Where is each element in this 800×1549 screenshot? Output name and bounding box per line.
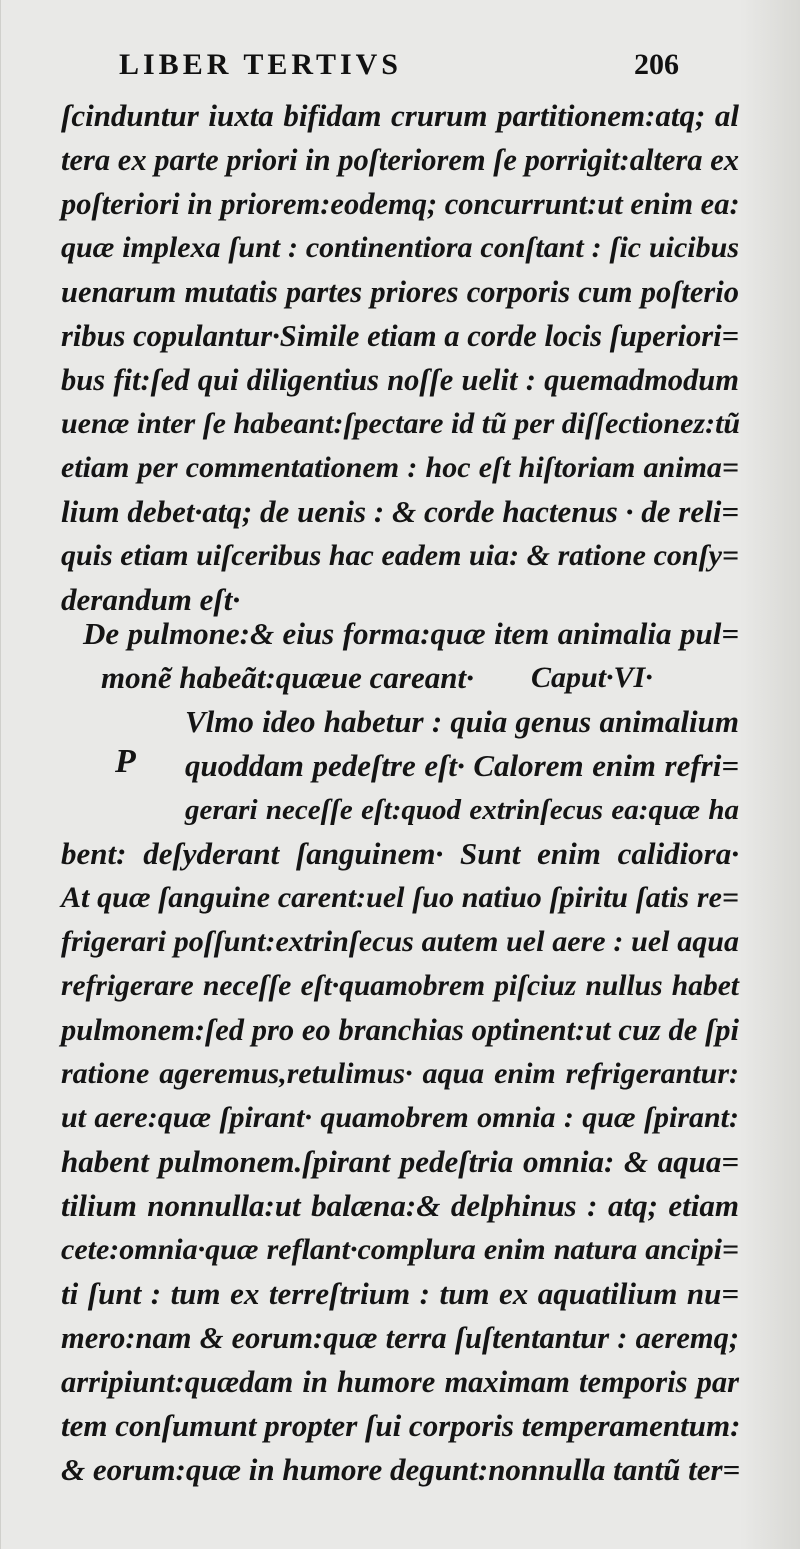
text-line: pulmonem:ſed pro eo branchias optinent:ut cuz de ſpi xyxy=(61,1013,739,1047)
text-line: arripiunt:quædam in humore maximam temporis par xyxy=(61,1365,739,1399)
chapter-title-line: De pulmone:& eius forma:quæ item animalia pul= xyxy=(83,616,739,651)
text-line: quis etiam uiſceribus hac eadem uia: & ratione conſy= xyxy=(61,539,739,572)
text-line: ſcinduntur iuxta bifidam crurum partitionem:atq; al xyxy=(61,98,739,133)
chapter-title-line: monẽ habeãt:quæue careant· xyxy=(101,660,474,695)
text-line: ribus copulantur·Simile etiam a corde locis ſuperiori= xyxy=(61,319,739,353)
text-line: uenæ inter ſe habeant:ſpectare id tũ per diſſectionez:tũ xyxy=(61,407,741,440)
text-line: uenarum mutatis partes priores corporis cum poſterio xyxy=(61,275,739,309)
page-header xyxy=(119,48,679,88)
text-line: mero:nam & eorum:quæ terra ſuſtentantur : aeremq; xyxy=(61,1321,739,1355)
text-line: tilium nonnulla:ut balæna:& delphinus : atq; etiam xyxy=(61,1188,739,1223)
text-line: poſteriori in priorem:eodemq; concurrunt:ut enim ea: xyxy=(61,187,740,221)
text-line: tem conſumunt propter ſui corporis temperamentum: xyxy=(61,1408,741,1443)
text-line: frigerari poſſunt:extrinſecus autem uel aere : uel aqua xyxy=(61,925,739,958)
text-line: bent: deſyderant ſanguinem· Sunt enim calidiora· xyxy=(61,836,739,871)
text-line: derandum eſt· xyxy=(61,582,241,617)
text-line: At quæ ſanguine carent:uel ſuo natiuo ſpiritu ſatis re= xyxy=(61,881,739,914)
text-line: Vlmo ideo habetur : quia genus animalium xyxy=(185,704,739,739)
text-line: & eorum:quæ in humore degunt:nonnulla tantũ ter= xyxy=(61,1452,741,1487)
text-line: lium debet·atq; de uenis : & corde hactenus · de reli= xyxy=(61,494,739,529)
text-line: quoddam pedeſtre eſt· Calorem enim refri= xyxy=(185,748,739,783)
text-line: etiam per commentationem : hoc eſt hiſtoriam anima= xyxy=(61,451,739,484)
text-line: gerari neceſſe eſt:quod extrinſecus ea:quæ ha xyxy=(185,794,739,826)
text-line: ti ſunt : tum ex terreſtrium : tum ex aquatilium nu= xyxy=(61,1276,739,1311)
text-line: quæ implexa ſunt : continentiora conſtant : ſic uicibus xyxy=(61,231,739,264)
text-line: cete:omnia·quæ reflant·complura enim natura ancipi= xyxy=(61,1233,739,1266)
text-line: refrigerare neceſſe eſt·quamobrem piſciuz nullus habet xyxy=(61,970,739,1002)
running-title: LIBER TERTIVS xyxy=(119,48,402,81)
text-line: ratione ageremus,retulimus· aqua enim refrigerantur: xyxy=(61,1057,739,1090)
chapter-label: Caput·VI· xyxy=(531,661,653,694)
text-line: tera ex parte priori in poſteriorem ſe porrigit:altera ex xyxy=(61,143,739,177)
text-line: bus fit:ſed qui diligentius noſſe uelit : quemadmodum xyxy=(61,363,739,397)
drop-initial: P xyxy=(115,743,136,780)
text-line: habent pulmonem.ſpirant pedeſtria omnia: & aqua= xyxy=(61,1144,739,1179)
page-number: 206 xyxy=(634,48,679,81)
text-line: ut aere:quæ ſpirant· quamobrem omnia : quæ ſpirant: xyxy=(61,1101,739,1134)
